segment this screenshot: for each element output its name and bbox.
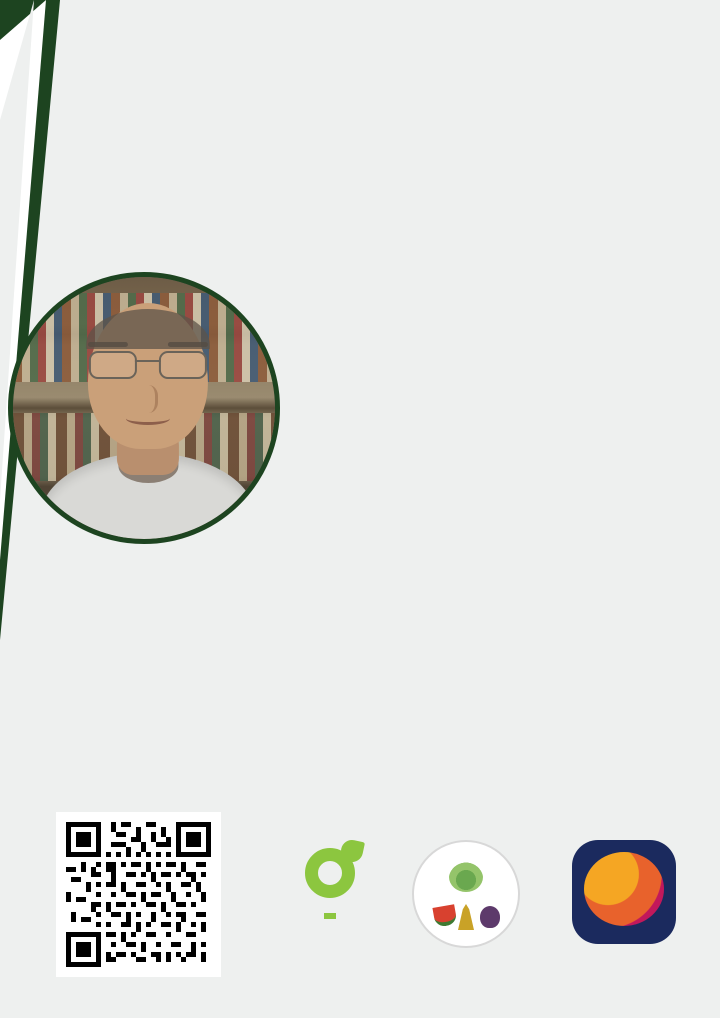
portrait-brow-left (88, 342, 128, 347)
qr-code-icon[interactable] (66, 822, 211, 967)
portrait-person (50, 335, 246, 539)
speaker-portrait (8, 272, 280, 544)
partner-logos (250, 838, 680, 968)
a-poc-a-poc-mark-icon (299, 842, 361, 900)
culture-jam-badge-icon (572, 840, 676, 944)
portrait-glasses (89, 351, 207, 375)
glasses-lens-left (89, 351, 137, 379)
intro-spacer (288, 300, 700, 320)
portrait-nose (135, 385, 158, 413)
permaculture-badge-icon (412, 840, 520, 948)
glasses-lens-right (159, 351, 207, 379)
logo-a-poc-a-poc (260, 838, 400, 924)
permaculture-ring-text (414, 842, 518, 946)
nestcitylab-tag (324, 913, 336, 919)
qr-code-panel[interactable] (56, 812, 221, 977)
glasses-bridge (135, 360, 161, 362)
portrait-image (13, 277, 275, 539)
logo-culture-jam (572, 838, 680, 944)
portrait-mouth (126, 412, 170, 425)
blob-icon (584, 852, 664, 926)
speaker-intro (288, 300, 700, 320)
logo-permaculture-palestine (410, 838, 522, 948)
portrait-brow-right (168, 342, 208, 347)
